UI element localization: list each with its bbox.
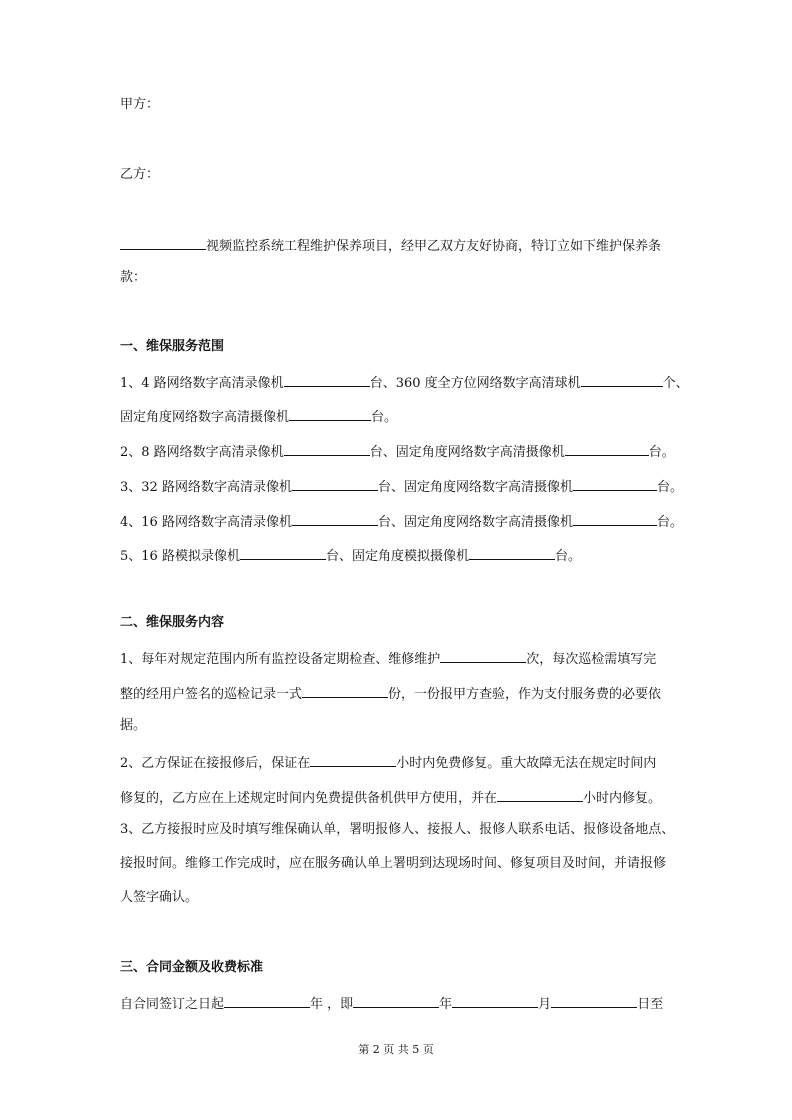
item-2-blank-2[interactable] [565,441,649,456]
section-2-para-1-line-2 [120,683,680,704]
item-3-text-b: 台、固定角度网络数字高清摄像机 [377,480,573,495]
inspection-count-blank[interactable] [440,648,526,663]
item-5-text-a: 5、16 路模拟录像机 [120,549,240,564]
item-5-blank-1[interactable] [240,545,326,560]
section-3-text-a: 自合同签订之日起 [120,997,225,1012]
intro-line-1 [120,235,680,256]
section-1-item-1-cont [120,406,680,427]
item-5-text-c: 台。 [554,549,581,564]
para-1-text-a: 1、每年对规定范围内所有监控设备定期检查、维修维护 [120,652,441,667]
section-2-para-2-line-2 [120,787,680,808]
start-year-blank[interactable] [353,993,439,1008]
page-number-footer: 第 2 页 共 5 页 [358,1043,434,1056]
item-1-text-a: 1、4 路网络数字高清录像机 [120,376,284,391]
section-3-heading: 三、合同金额及收费标准 [120,960,264,975]
section-2-para-2-line-1 [120,752,680,773]
party-b-label: 乙方： [120,167,160,182]
item-3-text-a: 3、32 路网络数字高清录像机 [120,480,292,495]
section-3-para-1 [120,993,680,1014]
repair-hours-blank[interactable] [310,752,396,767]
section-2-para-3-line-2: 接报时间。维修工作完成时，应在服务确认单上署明到达现场时间、修复项目及时间，并请报修 [120,856,667,871]
item-4-blank-2[interactable] [573,511,657,526]
item-2-text-b: 台、固定角度网络数字高清摄像机 [369,445,565,460]
item-1-blank-2[interactable] [581,372,663,387]
para-1-text-d: 份，一份报甲方查验，作为支付服务费的必要依 [388,687,662,702]
item-4-text-a: 4、16 路网络数字高清录像机 [120,515,292,530]
start-day-blank[interactable] [551,993,637,1008]
record-copies-blank[interactable] [302,683,388,698]
intro-text: 视频监控系统工程维护保养项目，经甲乙双方友好协商，特订立如下维护保养条 [206,239,662,254]
item-5-blank-2[interactable] [469,545,555,560]
section-1-item-4 [120,511,683,532]
contract-years-blank[interactable] [224,993,310,1008]
para-1-text-c: 整的经用户签名的巡检记录一式 [120,687,303,702]
item-2-text-a: 2、8 路网络数字高清录像机 [120,445,284,460]
intro-line-2: 款： [120,270,147,285]
item-1-text-c: 个、 [662,376,689,391]
item-4-text-b: 台、固定角度网络数字高清摄像机 [377,515,573,530]
item-3-text-c: 台。 [656,480,683,495]
item-3-blank-1[interactable] [292,476,378,491]
item-2-text-c: 台。 [648,445,675,460]
para-2-text-d: 小时内修复。 [583,791,662,806]
section-2-para-1-line-3: 据。 [120,718,147,733]
para-2-text-b: 小时内免费修复。重大故障无法在规定时间内 [396,756,657,771]
section-3-text-c: 年 [439,997,453,1012]
section-1-item-2 [120,441,680,462]
item-5-text-b: 台、固定角度模拟摄像机 [325,549,469,564]
section-2-para-3-line-1: 3、乙方接报时应及时填写维保确认单，署明报修人、接报人、报修人联系电话、报修设备地点、 [120,822,675,837]
para-2-text-c: 修复的，乙方应在上述规定时间内免费提供备机供甲方使用，并在 [120,791,498,806]
start-month-blank[interactable] [452,993,538,1008]
item-2-blank-1[interactable] [284,441,370,456]
item-4-blank-1[interactable] [292,511,378,526]
section-3-text-e: 日至 [637,997,664,1012]
section-2-heading: 二、维保服务内容 [120,615,225,630]
section-3-text-b: 年 ，即 [310,997,354,1012]
item-3-blank-2[interactable] [573,476,657,491]
item-1-text-e: 台。 [371,410,398,425]
item-1-blank-1[interactable] [284,372,370,387]
item-1-text-d: 固定角度网络数字高清摄像机 [120,410,290,425]
section-1-item-1 [120,372,689,393]
item-1-blank-3[interactable] [289,406,371,421]
item-1-text-b: 台、360 度全方位网络数字高清球机 [369,376,581,391]
section-2-para-3-line-3: 人签字确认。 [120,890,199,905]
section-1-heading: 一、维保服务范围 [120,339,225,354]
item-4-text-c: 台。 [656,515,683,530]
project-name-blank[interactable] [120,235,206,250]
para-2-text-a: 2、乙方保证在接报修后，保证在 [120,756,311,771]
para-1-text-b: 次，每次巡检需填写完 [526,652,657,667]
section-1-item-5 [120,545,680,566]
section-3-text-d: 月 [538,997,552,1012]
section-2-para-1-line-1 [120,648,680,669]
section-1-item-3 [120,476,683,497]
major-repair-hours-blank[interactable] [497,787,583,802]
party-a-label: 甲方： [120,97,160,112]
